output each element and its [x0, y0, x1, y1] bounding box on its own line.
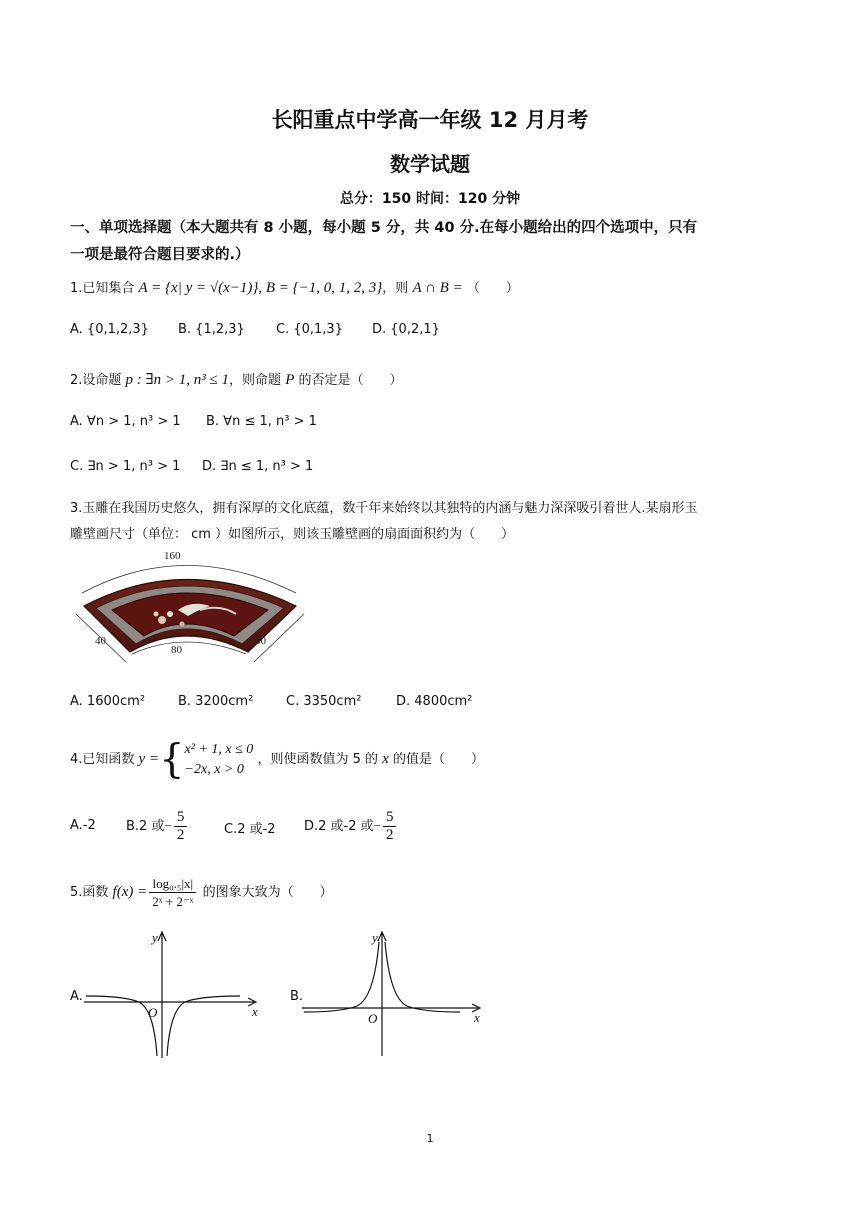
q5-graph-a	[84, 928, 264, 1060]
page-number: 1	[426, 1132, 434, 1145]
question-4	[70, 734, 484, 785]
q4-case-2: −2x, x > 0	[184, 761, 244, 777]
y-axis-label: y	[372, 930, 378, 945]
origin-label: O	[368, 1011, 378, 1026]
exam-meta: 总分：150 时间：120 分钟	[339, 191, 521, 207]
q4-option-b[interactable]: B.2 或− $\frac{5}{2}$	[126, 808, 189, 845]
q2-prefix: 2.设命题	[70, 373, 122, 388]
q5-fraction	[149, 875, 196, 910]
q5-graph-b	[302, 928, 482, 1060]
label-80: 80	[171, 644, 182, 656]
q4-frac-b: $\frac{5}{2}$	[174, 809, 188, 844]
q3-option-b[interactable]: B. 3200cm²	[178, 694, 254, 709]
q4-option-d-text: D.2 或-2 或	[304, 819, 374, 834]
q4-func: y =	[138, 751, 160, 767]
q2-option-b[interactable]: B. ∀n ≤ 1, n³ > 1	[206, 414, 317, 429]
q3-option-d[interactable]: D. 4800cm²	[396, 694, 473, 709]
q4-case-1: x² + 1, x ≤ 0	[184, 741, 254, 757]
q4-var: x	[382, 751, 389, 767]
q2-suffix: 的否定是（ ）	[298, 373, 403, 388]
q4-piecewise	[185, 740, 254, 780]
q1-set-b: , B = {−1, 0, 1, 2, 3}	[258, 280, 383, 296]
q1-blank: （ ）	[466, 281, 519, 296]
section-heading-line2: 一项是最符合题目要求的.）	[70, 247, 250, 263]
exam-subtitle: 数学试题	[390, 152, 470, 176]
q5-numerator: log₀.₅|x|	[149, 875, 196, 893]
q1-prefix: 1.已知集合	[70, 281, 135, 296]
q1-suffix: ，则	[382, 281, 409, 296]
q2-var: P	[285, 372, 295, 388]
curve-right	[385, 942, 460, 1012]
q3-option-c[interactable]: C. 3350cm²	[286, 694, 362, 709]
question-1	[70, 277, 519, 297]
x-axis-label: x	[474, 1010, 480, 1025]
jade-fan-figure	[70, 548, 310, 666]
label-left-40: 40	[95, 635, 106, 647]
section-heading-line1: 一、单项选择题（本大题共有 8 小题，每小题 5 分，共 40 分.在每小题给出的四个选项中，只有	[70, 220, 698, 236]
q4-frac-d: $\frac{5}{2}$	[383, 809, 397, 844]
q2-option-c[interactable]: C. ∃n > 1, n³ > 1	[70, 459, 181, 474]
q3-line2: 雕壁画尺寸（单位： cm ）如图所示，则该玉雕壁画的扇面面积约为（ ）	[70, 527, 515, 542]
curve-left	[86, 996, 157, 1056]
q5-option-b-label[interactable]: B.	[290, 989, 304, 1004]
q1-set-a: A = {x| y = √(x−1)}	[138, 280, 259, 296]
q3-option-a[interactable]: A. 1600cm²	[70, 694, 146, 709]
label-160: 160	[164, 550, 181, 562]
q4-suffix2: 的值是（ ）	[392, 752, 484, 767]
piecewise-brace: {	[159, 736, 185, 783]
q1-option-d[interactable]: D. {0,2,1}	[372, 322, 440, 337]
q4-prefix: 4.已知函数	[70, 752, 135, 767]
exam-title: 长阳重点中学高一年级 12 月月考	[271, 108, 589, 132]
q4-option-d[interactable]: D.2 或-2 或− $\frac{5}{2}$	[304, 808, 398, 845]
q2-option-d[interactable]: D. ∃n ≤ 1, n³ > 1	[202, 459, 314, 474]
question-2	[70, 369, 403, 389]
q1-ask: A ∩ B =	[412, 280, 463, 296]
q2-proposition: p : ∃n > 1, n³ ≤ 1	[125, 372, 230, 388]
q5-prefix: 5.函数	[70, 885, 109, 900]
curve-right	[167, 996, 240, 1056]
q1-option-c[interactable]: C. {0,1,3}	[276, 322, 343, 337]
flower-decoration	[158, 616, 166, 624]
origin-label: O	[148, 1005, 158, 1020]
y-axis-label: y	[152, 930, 158, 945]
q4-suffix: ，则使函数值为 5 的	[257, 752, 378, 767]
q2-option-a[interactable]: A. ∀n > 1, n³ > 1	[70, 414, 181, 429]
q1-option-a[interactable]: A. {0,1,2,3}	[70, 322, 149, 337]
q5-option-a-label[interactable]: A.	[70, 989, 83, 1004]
curve-left	[304, 942, 379, 1012]
q5-suffix: 的图象大致为（ ）	[202, 885, 333, 900]
q1-option-b[interactable]: B. {1,2,3}	[178, 322, 245, 337]
q5-fx: f(x) =	[112, 884, 148, 900]
q2-middle: ，则命题	[229, 373, 282, 388]
label-right-40: 40	[255, 635, 266, 647]
q5-denominator: 2ˣ + 2⁻ˣ	[152, 894, 194, 909]
x-axis-label: x	[252, 1004, 258, 1019]
q4-option-b-text: B.2 或	[126, 819, 165, 834]
q3-line1: 3.玉雕在我国历史悠久，拥有深厚的文化底蕴，数千年来始终以其独特的内涵与魅力深深吸引着世人.某扇形玉	[70, 501, 698, 516]
q4-option-a[interactable]: A.-2	[70, 818, 96, 833]
question-5	[70, 872, 333, 913]
q4-option-c[interactable]: C.2 或-2	[224, 822, 276, 837]
